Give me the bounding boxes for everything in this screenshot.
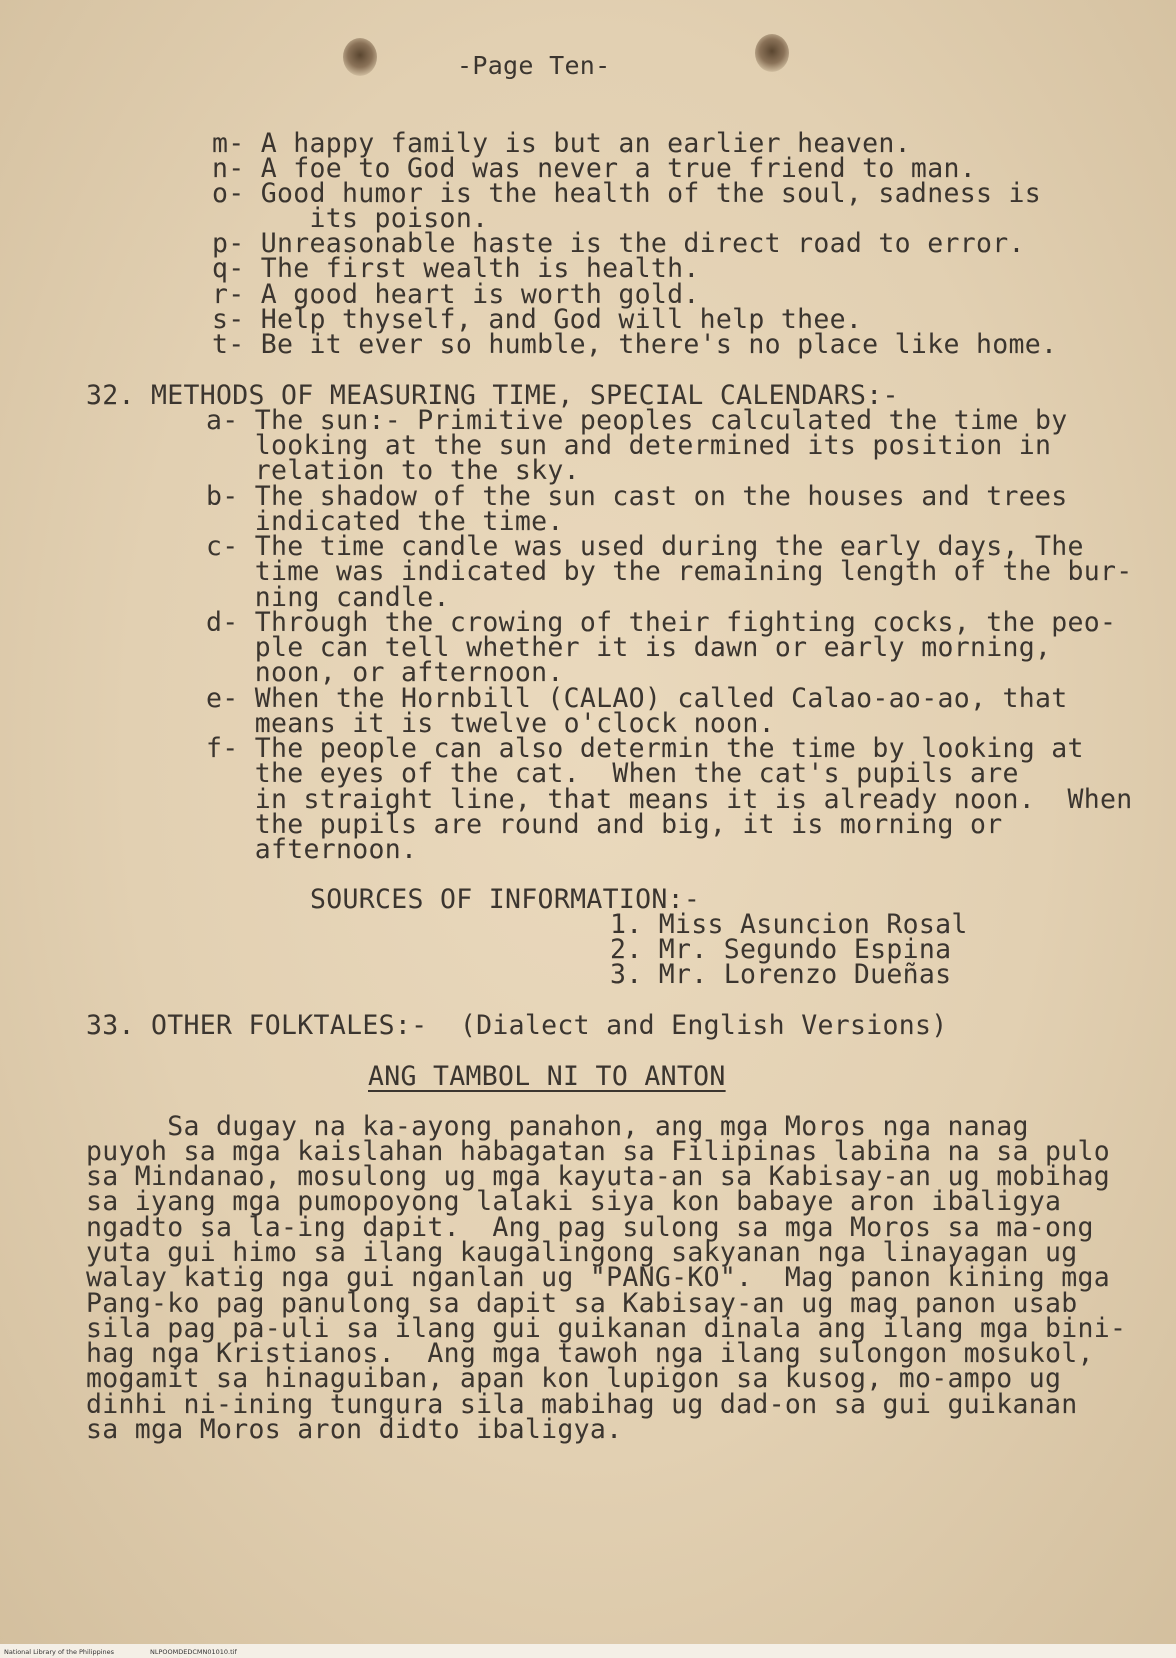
paragraph-line: walay katig nga gui nganlan ug "PANG-KO". Mag panon kining mga: [86, 1262, 1111, 1293]
section-32-line: looking at the sun and determined its position in: [206, 430, 1052, 461]
proverb-line: t- Be it ever so humble, there's no place like home.: [212, 329, 1058, 360]
paragraph-line: sila pag pa-uli sa ilang gui guikanan dinala ang ilang mga bini-: [86, 1313, 1127, 1344]
source-item: 3. Mr. Lorenzo Dueñas: [610, 959, 952, 990]
proverb-line: q- The first wealth is health.: [212, 253, 700, 284]
section-32-line: ning candle.: [206, 582, 450, 613]
paragraph-line: yuta gui himo sa ilang kaugalingong sakyanan nga linayagan ug: [86, 1237, 1078, 1268]
paragraph-line: mogamit sa hinaguiban, apan kon lupigon sa kusog, mo-ampo ug: [86, 1363, 1062, 1394]
paragraph-line: dinhi ni-ining tungura sila mabihag ug dad-on sa gui guikanan: [86, 1389, 1078, 1420]
proverb-line: m- A happy family is but an earlier heaven.: [212, 128, 911, 159]
source-item: 1. Miss Asuncion Rosal: [610, 909, 968, 940]
section-32-line: d- Through the crowing of their fighting cocks, the peo-: [206, 607, 1117, 638]
proverb-line: s- Help thyself, and God will help thee.: [212, 304, 863, 335]
footer-file-id: NLPOOMDEDCMN01010.tif: [150, 1648, 237, 1656]
proverb-line: n- A foe to God was never a true friend to man.: [212, 153, 976, 184]
scan-footer: [0, 1644, 1176, 1658]
story-title: ANG TAMBOL NI TO ANTON: [368, 1061, 726, 1092]
paragraph-line: sa mga Moros aron didto ibaligya.: [86, 1414, 623, 1445]
section-32-line: relation to the sky.: [206, 455, 580, 486]
section-32-line: noon, or afternoon.: [206, 657, 564, 688]
section-32-heading: 32. METHODS OF MEASURING TIME, SPECIAL CALENDARS:-: [86, 380, 899, 411]
footer-library: National Library of the Philippines: [4, 1648, 115, 1656]
paragraph-line: hag nga Kristianos. Ang mga tawoh nga ilang sulongon mosukol,: [86, 1338, 1094, 1369]
section-32-line: afternoon.: [206, 834, 418, 865]
paragraph-line: sa iyang mga pumopoyong lalaki siya kon babaye aron ibaligya: [86, 1186, 1062, 1217]
paragraph-line: ngadto sa la-ing dapit. Ang pag sulong sa mga Moros sa ma-ong: [86, 1212, 1094, 1243]
sources-heading: SOURCES OF INFORMATION:-: [310, 884, 701, 915]
section-32-line: a- The sun:- Primitive peoples calculated the time by: [206, 405, 1068, 436]
paragraph-line: puyoh sa mga kaislahan habagatan sa Filipinas labina na sa pulo: [86, 1136, 1111, 1167]
proverb-line: r- A good heart is worth gold.: [212, 279, 700, 310]
source-item: 2. Mr. Segundo Espina: [610, 934, 952, 965]
section-32-line: b- The shadow of the sun cast on the houses and trees: [206, 481, 1068, 512]
section-32-line: the eyes of the cat. When the cat's pupils are: [206, 758, 1019, 789]
proverb-line: its poison.: [212, 203, 489, 234]
paragraph-line: sa Mindanao, mosulong ug mga kayuta-an sa Kabisay-an ug mobihag: [86, 1161, 1111, 1192]
section-33-heading: 33. OTHER FOLKTALES:- (Dialect and English Versions): [86, 1010, 948, 1041]
section-32-line: ple can tell whether it is dawn or early morning,: [206, 632, 1052, 663]
section-32-line: the pupils are round and big, it is morning or: [206, 809, 1003, 840]
punch-hole: [755, 34, 789, 72]
section-32-line: means it is twelve o'clock noon.: [206, 708, 775, 739]
section-32-line: in straight line, that means it is already noon. When: [206, 784, 1133, 815]
proverb-line: p- Unreasonable haste is the direct road to error.: [212, 228, 1025, 259]
page-number-header: -Page Ten-: [457, 51, 611, 80]
punch-hole: [343, 38, 377, 76]
section-32-line: indicated the time.: [206, 506, 564, 537]
section-32-line: e- When the Hornbill (CALAO) called Calao-ao-ao, that: [206, 683, 1068, 714]
proverb-line: o- Good humor is the health of the soul, sadness is: [212, 178, 1041, 209]
section-32-line: time was indicated by the remaining length of the bur-: [206, 556, 1133, 587]
paragraph-line: Pang-ko pag panulong sa dapit sa Kabisay-an ug mag panon usab: [86, 1288, 1078, 1319]
section-32-line: c- The time candle was used during the early days, The: [206, 531, 1084, 562]
paragraph-line: Sa dugay na ka-ayong panahon, ang mga Moros nga nanag: [86, 1111, 1029, 1142]
section-32-line: f- The people can also determin the time by looking at: [206, 733, 1084, 764]
